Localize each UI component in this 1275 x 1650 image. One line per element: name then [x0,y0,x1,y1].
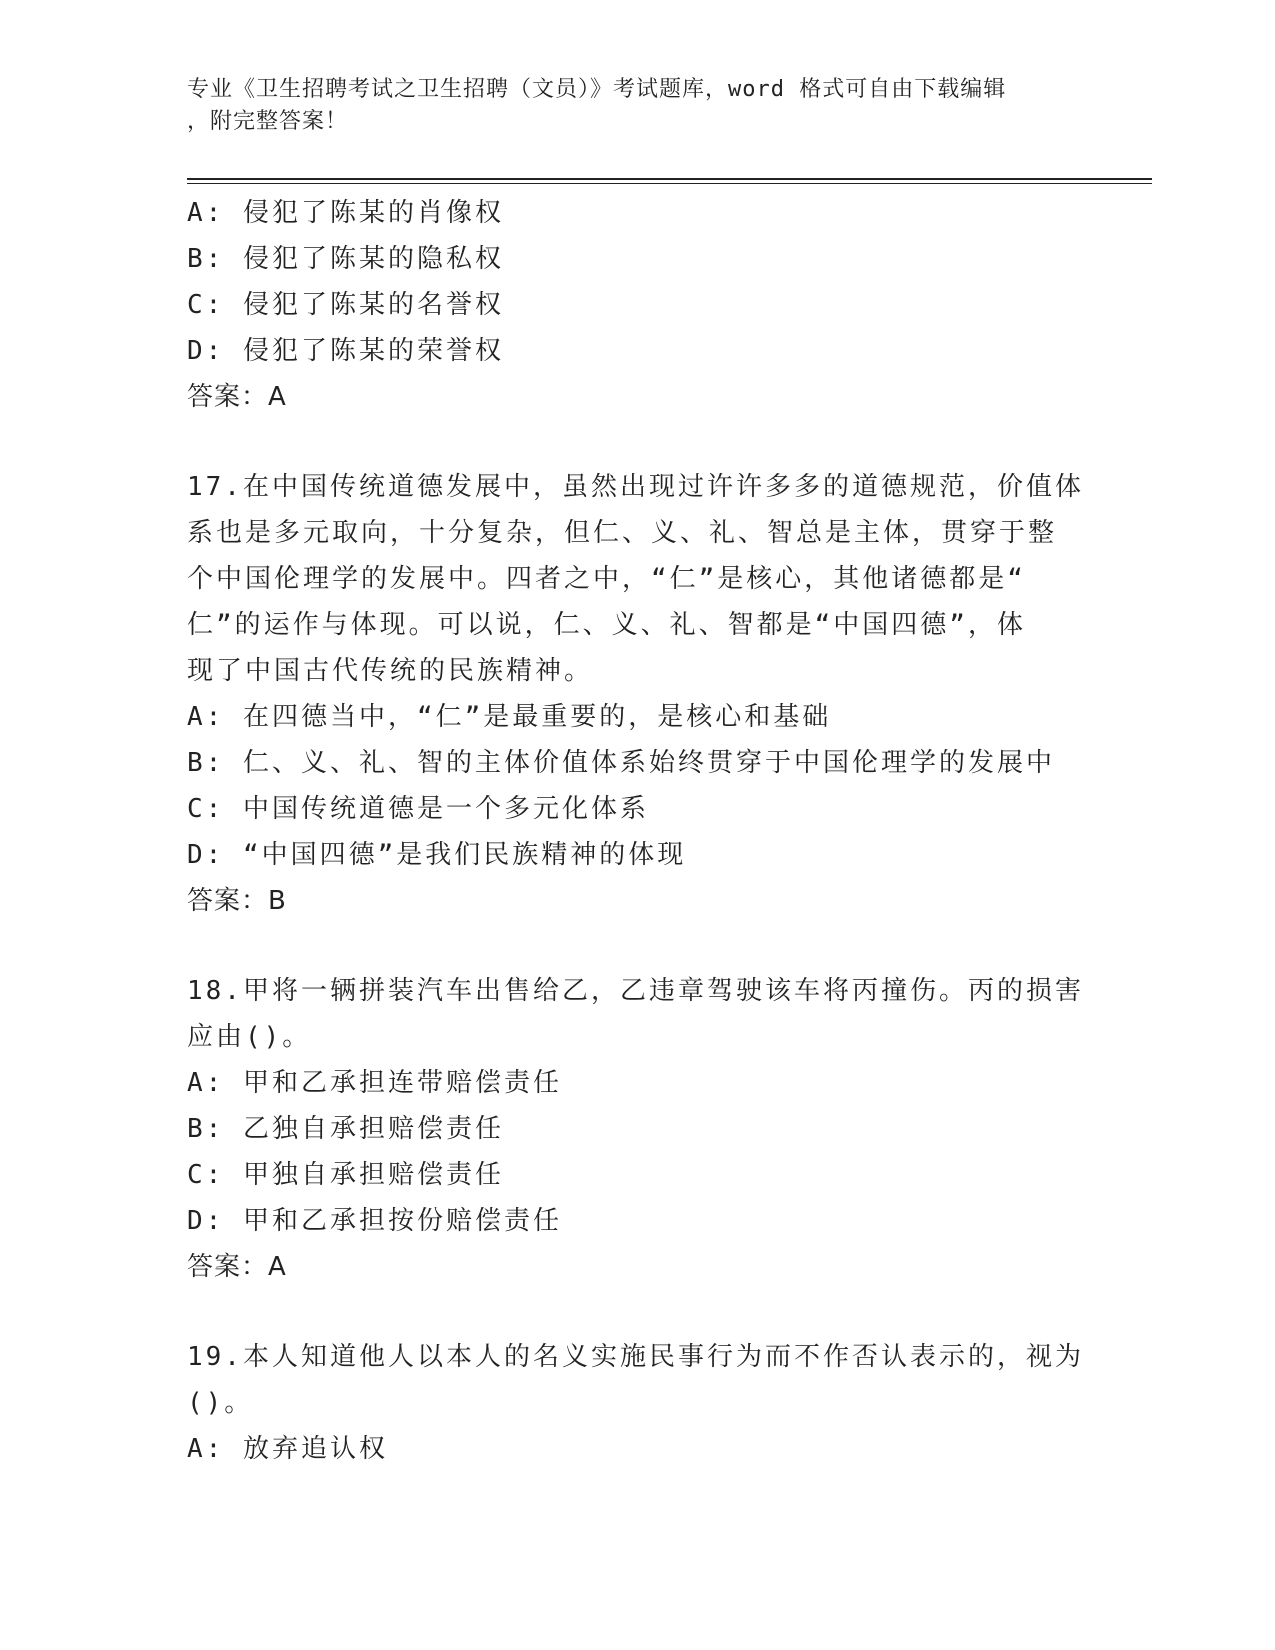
q17-text-line-1: 17.在中国传统道德发展中，虽然出现过许许多多的道德规范，价值体 [187,472,1084,502]
q17-option-a: A: 在四德当中，“仁”是最重要的，是核心和基础 [187,702,832,732]
q18-answer: 答案：A [187,1252,287,1282]
q17-answer: 答案：B [187,886,287,916]
question-16-block [187,190,1087,420]
q17-text-line-2: 系也是多元取向，十分复杂，但仁、义、礼、智总是主体，贯穿于整 [187,518,1058,548]
question-18-block [187,968,1087,1290]
q16-option-d: D: 侵犯了陈某的荣誉权 [187,336,504,366]
question-content [187,190,1087,1472]
q17-text-line-5: 现了中国古代传统的民族精神。 [187,656,594,686]
q18-option-c: C: 甲独自承担赔偿责任 [187,1160,504,1190]
header-rule-thin [187,183,1152,184]
header-rule-thick [187,178,1152,180]
q18-option-d: D: 甲和乙承担按份赔偿责任 [187,1206,562,1236]
q17-option-b: B: 仁、义、礼、智的主体价值体系始终贯穿于中国伦理学的发展中 [187,748,1055,778]
q16-option-a: A: 侵犯了陈某的肖像权 [187,198,504,228]
q19-text-line-1: 19.本人知道他人以本人的名义实施民事行为而不作否认表示的，视为 [187,1342,1084,1372]
q18-text-line-2: 应由()。 [187,1022,312,1052]
question-17-block [187,464,1087,924]
q19-option-a: A: 放弃追认权 [187,1434,388,1464]
q18-option-b: B: 乙独自承担赔偿责任 [187,1114,504,1144]
q18-option-a: A: 甲和乙承担连带赔偿责任 [187,1068,562,1098]
q16-option-c: C: 侵犯了陈某的名誉权 [187,290,504,320]
header-line-1: 专业《卫生招聘考试之卫生招聘（文员）》考试题库，word 格式可自由下载编辑 [187,77,1007,102]
q16-option-b: B: 侵犯了陈某的隐私权 [187,244,504,274]
question-19-block [187,1334,1087,1472]
document-header [187,74,1067,138]
q17-text-line-4: 仁”的运作与体现。可以说，仁、义、礼、智都是“中国四德”，体 [187,610,1026,640]
q18-text-line-1: 18.甲将一辆拼装汽车出售给乙，乙违章驾驶该车将丙撞伤。丙的损害 [187,976,1084,1006]
header-line-2: ，附完整答案！ [187,109,349,134]
q17-option-c: C: 中国传统道德是一个多元化体系 [187,794,649,824]
q17-option-d: D: “中国四德”是我们民族精神的体现 [187,840,687,870]
q17-text-line-3: 个中国伦理学的发展中。四者之中，“仁”是核心，其他诸德都是“ [187,564,1026,594]
q19-text-line-2: ()。 [187,1388,254,1418]
q16-answer: 答案：A [187,382,287,412]
